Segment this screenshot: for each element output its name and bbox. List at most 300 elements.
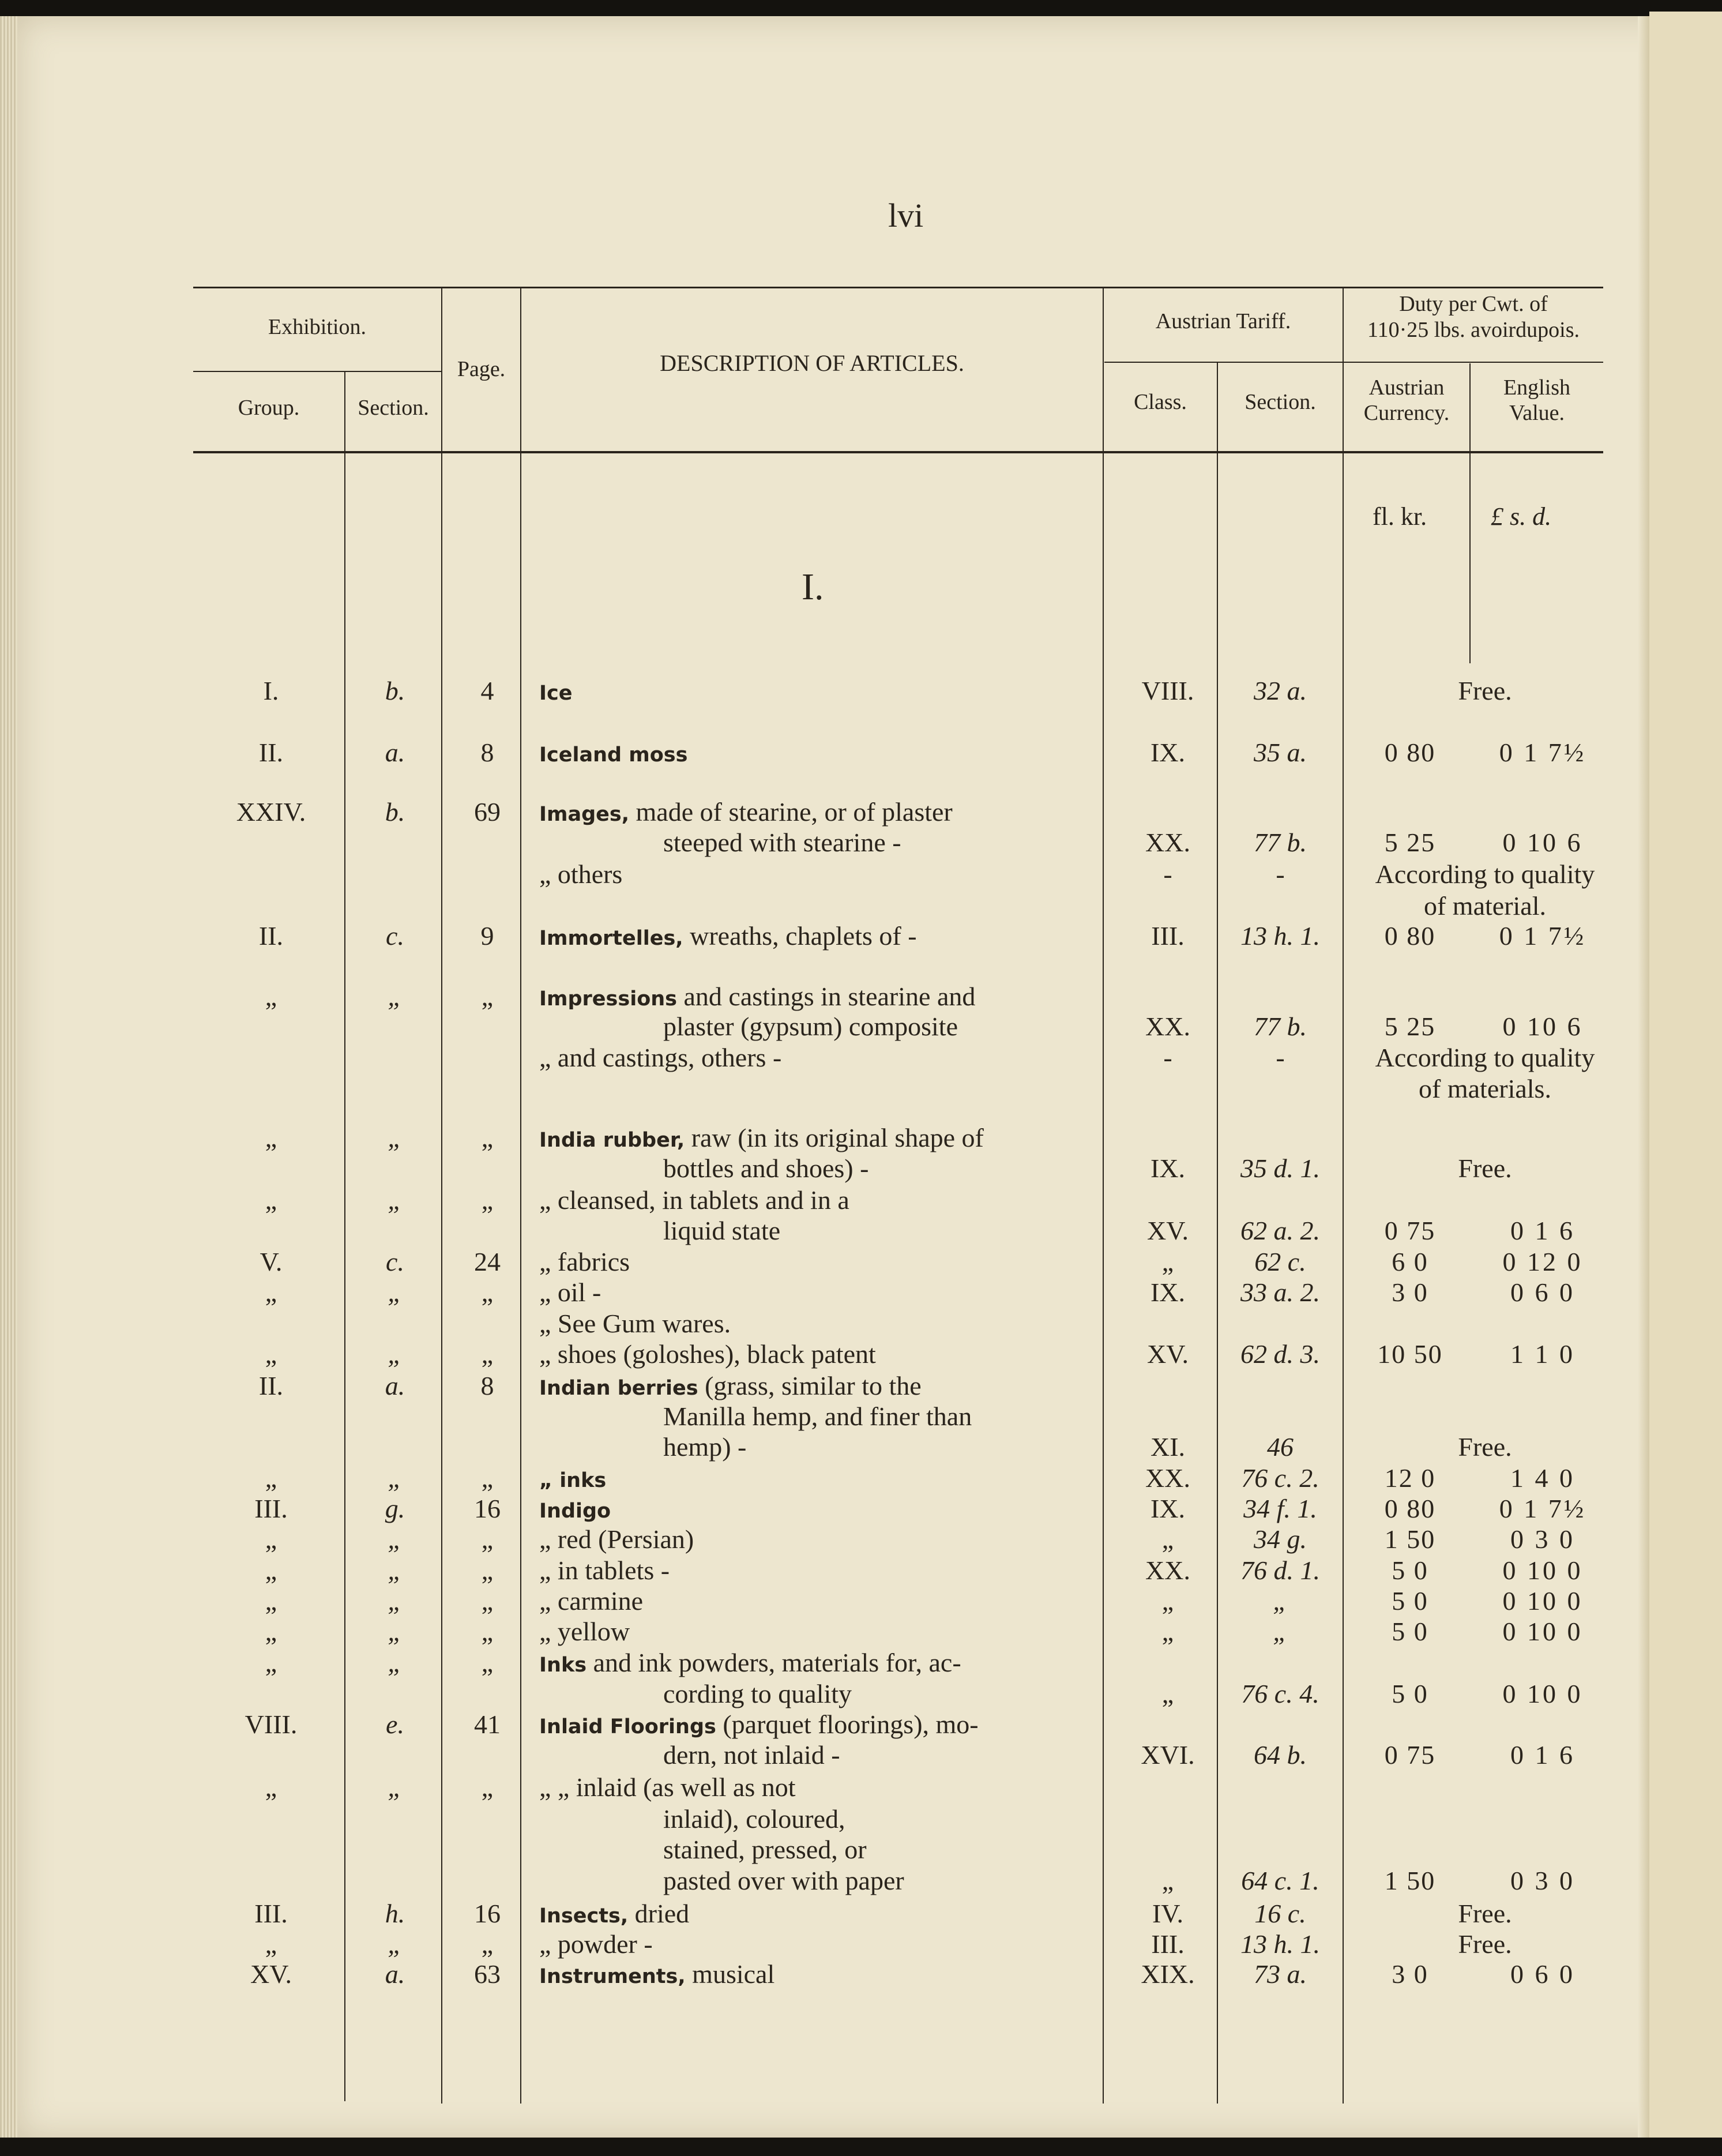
article-text: stained, pressed, or: [663, 1835, 867, 1864]
cell-austrian-currency: 0 75: [1384, 1740, 1436, 1770]
table-row: [0, 1462, 1722, 1494]
header-austrian-currency-2: Currency.: [1363, 401, 1450, 425]
cell-tariff-section: 35 a.: [1254, 738, 1307, 767]
article-text: „ red (Persian): [539, 1524, 694, 1554]
cell-class: IX.: [1150, 1278, 1186, 1307]
table-row: [0, 1400, 1722, 1433]
cell-english-value: 0 3 0: [1510, 1524, 1575, 1554]
cell-austrian-currency: 6 0: [1392, 1247, 1428, 1276]
cell-page: 41: [474, 1710, 501, 1739]
article-text: and ink powders, materials for, ac-: [586, 1648, 961, 1677]
table-row: [0, 827, 1722, 859]
cell-section: „: [388, 1278, 403, 1307]
scan-bottom-border: [0, 2138, 1722, 2156]
cell-austrian-currency: 0 75: [1384, 1216, 1436, 1245]
unit-english: £ s. d.: [1491, 502, 1552, 531]
article-text: and castings in stearine and: [677, 982, 976, 1011]
cell-tariff-section: 73 a.: [1254, 1959, 1307, 1989]
cell-duty-note: According to quality: [1375, 859, 1595, 889]
cell-page: 16: [474, 1494, 501, 1523]
cell-section: b.: [385, 676, 405, 705]
table-row: [0, 1834, 1722, 1866]
article-text: steeped with stearine -: [663, 828, 901, 857]
cell-class: XX.: [1145, 828, 1190, 857]
cell-austrian-currency: 3 0: [1392, 1278, 1428, 1307]
cell-english-value: 0 1 6: [1510, 1216, 1575, 1245]
cell-group: XXIV.: [236, 797, 306, 827]
article-term: Inks: [539, 1654, 587, 1677]
cell-class: IX.: [1150, 1494, 1186, 1523]
cell-section: „: [388, 1123, 403, 1152]
article-term: Indigo: [539, 1500, 611, 1523]
cell-description: [539, 1523, 694, 1556]
article-text: „ and castings, others -: [539, 1043, 782, 1072]
cell-tariff-section: 62 a. 2.: [1240, 1216, 1320, 1245]
cell-tariff-section: 77 b.: [1254, 828, 1307, 857]
cell-description: [539, 1338, 876, 1370]
cell-class: XVI.: [1141, 1740, 1195, 1770]
cell-page: 8: [480, 738, 494, 767]
cell-group: II.: [258, 738, 284, 767]
cell-page: „: [481, 1339, 494, 1369]
table-row: [0, 920, 1722, 952]
table-row: [0, 1616, 1722, 1648]
cell-class: XIX.: [1141, 1959, 1195, 1989]
page-number: lvi: [888, 197, 924, 234]
table-row: [0, 796, 1722, 828]
cell-description: [539, 920, 917, 955]
cell-description: [539, 1647, 961, 1681]
article-term: Instruments,: [539, 1965, 686, 1988]
table-row: [0, 1865, 1722, 1897]
cell-english-value: 0 1 7½: [1499, 1494, 1586, 1523]
cell-english-value: 0 10 0: [1502, 1617, 1583, 1646]
article-term: Indian berries: [539, 1377, 698, 1400]
unit-austrian: fl. kr.: [1373, 502, 1427, 531]
cell-section: „: [388, 1586, 403, 1616]
cell-duty-note: Free.: [1458, 1899, 1512, 1928]
cell-page: „: [481, 1648, 494, 1677]
article-term: „ inks: [539, 1469, 607, 1492]
cell-section: a.: [385, 1371, 405, 1400]
table-row: [0, 675, 1722, 707]
cell-duty-note: of materials.: [1419, 1074, 1551, 1103]
header-austrian-tariff: Austrian Tariff.: [1155, 309, 1291, 333]
table-row: [0, 1073, 1722, 1105]
table-row: [0, 1554, 1722, 1587]
article-term: India rubber,: [539, 1129, 685, 1152]
cell-group: II.: [258, 921, 284, 951]
cell-description: [539, 981, 975, 1015]
cell-section: „: [388, 1772, 403, 1802]
article-text: musical: [685, 1959, 775, 1989]
section-heading: I.: [802, 566, 824, 608]
cell-group: „: [265, 1339, 277, 1369]
cell-description: [663, 1678, 852, 1710]
table-row: [0, 1771, 1722, 1804]
article-text: „ „ inlaid (as well as not: [539, 1772, 796, 1802]
header-description: DESCRIPTION OF ARTICLES.: [660, 350, 964, 376]
cell-austrian-currency: 0 80: [1384, 738, 1436, 767]
cell-tariff-section: 13 h. 1.: [1240, 1929, 1320, 1959]
cell-description: [539, 796, 953, 831]
cell-class: XI.: [1150, 1432, 1186, 1462]
article-text: dried: [628, 1899, 690, 1928]
table-row: [0, 737, 1722, 769]
cell-english-value: 1 1 0: [1510, 1339, 1575, 1369]
article-text: (parquet floorings), mo-: [716, 1710, 979, 1739]
article-term: Immortelles,: [539, 927, 683, 950]
cell-description: [539, 858, 622, 891]
cell-description: [539, 1246, 630, 1278]
header-top-rule: [193, 287, 1603, 288]
table-row: [0, 1184, 1722, 1216]
cell-class: IX.: [1150, 1154, 1186, 1183]
cell-tariff-section: „: [1273, 1617, 1288, 1646]
table-row: [0, 981, 1722, 1013]
table-row: [0, 1431, 1722, 1463]
table-row: [0, 1493, 1722, 1525]
cell-tariff-section: 13 h. 1.: [1240, 921, 1320, 951]
cell-description: [663, 827, 901, 859]
cell-group: „: [265, 1185, 277, 1215]
cell-austrian-currency: 0 80: [1384, 921, 1436, 951]
cell-english-value: 0 10 6: [1502, 1012, 1583, 1041]
article-text: plaster (gypsum) composite: [663, 1012, 958, 1041]
table-row: [0, 1011, 1722, 1043]
cell-page: 8: [480, 1371, 494, 1400]
cell-duty-note: According to quality: [1375, 1043, 1595, 1072]
table-row: [0, 1246, 1722, 1278]
article-text: „ oil -: [539, 1278, 601, 1307]
article-text: dern, not inlaid -: [663, 1740, 840, 1770]
cell-class: XV.: [1146, 1339, 1189, 1369]
cell-page: 63: [474, 1959, 501, 1989]
cell-tariff-section: 33 a. 2.: [1240, 1278, 1320, 1307]
cell-page: „: [481, 1586, 494, 1616]
header-duty-1: Duty per Cwt. of: [1399, 292, 1548, 316]
cell-english-value: 1 4 0: [1510, 1463, 1575, 1493]
cell-description: [663, 1152, 868, 1185]
cell-class: „: [1161, 1617, 1174, 1646]
cell-page: „: [481, 1556, 494, 1585]
cell-section: h.: [385, 1899, 405, 1928]
cell-section: „: [388, 1556, 403, 1585]
cell-page: 4: [480, 676, 494, 705]
cell-class: III.: [1151, 921, 1185, 951]
cell-section: „: [388, 1929, 403, 1959]
cell-description: [539, 1958, 774, 1993]
cell-austrian-currency: 5 0: [1392, 1679, 1428, 1708]
cell-group: „: [265, 1524, 277, 1554]
cell-group: I.: [263, 676, 279, 705]
cell-english-value: 0 1 6: [1510, 1740, 1575, 1770]
cell-english-value: 0 10 0: [1502, 1556, 1583, 1585]
article-text: Manilla hemp, and finer than: [663, 1402, 972, 1431]
cell-class: IV.: [1152, 1899, 1184, 1928]
table-row: [0, 1523, 1722, 1556]
article-text: „ See Gum wares.: [539, 1309, 731, 1338]
cell-class: „: [1161, 1586, 1174, 1616]
cell-section: g.: [385, 1494, 405, 1523]
cell-english-value: 0 6 0: [1510, 1278, 1575, 1307]
cell-tariff-section: 34 g.: [1254, 1524, 1307, 1554]
cell-english-value: 0 10 0: [1502, 1586, 1583, 1616]
cell-page: „: [481, 1772, 494, 1802]
article-term: Inlaid Floorings: [539, 1715, 716, 1738]
header-duty-2: 110·25 lbs. avoirdupois.: [1367, 318, 1580, 342]
table-row: [0, 1215, 1722, 1247]
cell-description: [539, 1370, 922, 1404]
article-term: Ice: [539, 682, 573, 705]
cell-page: „: [481, 1278, 494, 1307]
tariff-subrule: [1104, 362, 1603, 363]
article-text: inlaid), coloured,: [663, 1804, 845, 1834]
table-row: [0, 1803, 1722, 1835]
cell-description: [539, 1493, 611, 1527]
cell-class: XX.: [1145, 1463, 1190, 1493]
table-row: [0, 1708, 1722, 1741]
cell-austrian-currency: 5 0: [1392, 1617, 1428, 1646]
cell-section: c.: [386, 1247, 404, 1276]
article-text: bottles and shoes) -: [663, 1154, 869, 1183]
article-text: cording to quality: [663, 1679, 852, 1708]
cell-austrian-currency: 3 0: [1392, 1959, 1428, 1989]
cell-section: „: [388, 1185, 403, 1215]
cell-austrian-currency: 1 50: [1384, 1866, 1436, 1895]
cell-page: 69: [474, 797, 501, 827]
header-class: Class.: [1134, 390, 1187, 414]
cell-group: III.: [254, 1899, 288, 1928]
cell-group: III.: [254, 1494, 288, 1523]
cell-description: [539, 1585, 643, 1617]
cell-class: -: [1163, 1043, 1172, 1072]
article-text: „ shoes (goloshes), black patent: [539, 1339, 876, 1369]
cell-duty-note: Free.: [1458, 1154, 1512, 1183]
table-row: [0, 1739, 1722, 1771]
header-austrian-currency-1: Austrian: [1368, 375, 1445, 400]
cell-section: „: [388, 1617, 403, 1646]
cell-description: [539, 1928, 653, 1960]
table-row: [0, 1276, 1722, 1309]
table-row: [0, 1958, 1722, 1990]
article-text: raw (in its original shape of: [685, 1123, 984, 1152]
cell-page: „: [481, 1617, 494, 1646]
article-text: made of stearine, or of plaster: [629, 797, 953, 827]
cell-section: c.: [386, 921, 404, 951]
cell-austrian-currency: 5 25: [1384, 1012, 1436, 1041]
cell-page: 24: [474, 1247, 501, 1276]
article-term: Impressions: [539, 987, 678, 1011]
cell-group: „: [265, 1617, 277, 1646]
cell-group: XV.: [250, 1959, 292, 1989]
cell-section: „: [388, 1648, 403, 1677]
cell-group: „: [265, 1123, 277, 1152]
cell-description: [539, 1708, 979, 1743]
cell-description: [539, 1308, 731, 1340]
cell-group: „: [265, 1772, 277, 1802]
article-text: liquid state: [663, 1216, 781, 1245]
cell-description: [539, 737, 687, 771]
cell-class: „: [1161, 1524, 1174, 1554]
cell-duty-note: Free.: [1458, 676, 1512, 705]
cell-tariff-section: 76 d. 1.: [1240, 1556, 1320, 1585]
cell-section: b.: [385, 797, 405, 827]
cell-tariff-section: 35 d. 1.: [1240, 1154, 1320, 1183]
cell-description: [539, 1042, 781, 1074]
header-group: Group.: [238, 396, 300, 420]
cell-description: [539, 1122, 984, 1156]
header-english-value-1: English: [1503, 375, 1571, 400]
table-row: [0, 1678, 1722, 1710]
cell-tariff-section: 62 c.: [1254, 1247, 1306, 1276]
table-row: [0, 858, 1722, 891]
cell-duty-note: Free.: [1458, 1432, 1512, 1462]
cell-class: „: [1161, 1679, 1174, 1708]
exhibition-subrule: [193, 371, 441, 372]
cell-tariff-section: 62 d. 3.: [1240, 1339, 1320, 1369]
cell-class: XV.: [1146, 1216, 1189, 1245]
cell-page: „: [481, 1463, 494, 1493]
article-text: „ others: [539, 859, 623, 889]
article-text: „ yellow: [539, 1617, 630, 1646]
cell-description: [539, 1554, 670, 1587]
cell-description: [663, 1215, 780, 1247]
cell-class: III.: [1151, 1929, 1185, 1959]
cell-tariff-section: 46: [1267, 1432, 1294, 1462]
cell-english-value: 0 10 6: [1502, 828, 1583, 857]
cell-group: „: [265, 1929, 277, 1959]
cell-tariff-section: 64 b.: [1254, 1740, 1307, 1770]
cell-english-value: 0 3 0: [1510, 1866, 1575, 1895]
table-row: [0, 1042, 1722, 1074]
cell-austrian-currency: 0 80: [1384, 1494, 1436, 1523]
cell-page: „: [481, 1185, 494, 1215]
cell-tariff-section: 76 c. 2.: [1241, 1463, 1319, 1493]
cell-duty-note: Free.: [1458, 1929, 1512, 1959]
cell-tariff-section: „: [1273, 1586, 1288, 1616]
cell-group: „: [265, 1586, 277, 1616]
cell-description: [663, 1803, 845, 1835]
header-english-value-2: Value.: [1509, 401, 1565, 425]
cell-section: „: [388, 1463, 403, 1493]
article-text: „ fabrics: [539, 1247, 630, 1276]
article-term: Insects,: [539, 1905, 629, 1928]
article-text: „ in tablets -: [539, 1556, 670, 1585]
cell-english-value: 0 10 0: [1502, 1679, 1583, 1708]
scan-top-border: [0, 0, 1722, 17]
cell-description: [663, 1011, 958, 1043]
cell-austrian-currency: 1 50: [1384, 1524, 1436, 1554]
cell-group: VIII.: [245, 1710, 298, 1739]
cell-page: „: [481, 1929, 494, 1959]
cell-section: „: [388, 1524, 403, 1554]
cell-tariff-section: 77 b.: [1254, 1012, 1307, 1041]
cell-description: [539, 1771, 796, 1804]
cell-group: „: [265, 1556, 277, 1585]
cell-english-value: 0 12 0: [1502, 1247, 1583, 1276]
table-row: [0, 1308, 1722, 1340]
cell-austrian-currency: 5 0: [1392, 1556, 1428, 1585]
header-exhibition: Exhibition.: [268, 315, 366, 339]
cell-group: „: [265, 1648, 277, 1677]
article-text: (grass, similar to the: [698, 1371, 922, 1400]
cell-class: VIII.: [1141, 676, 1194, 705]
cell-english-value: 0 6 0: [1510, 1959, 1575, 1989]
cell-english-value: 0 1 7½: [1499, 921, 1586, 951]
table-row: [0, 1585, 1722, 1617]
cell-page: 9: [480, 921, 494, 951]
cell-group: „: [265, 1463, 277, 1493]
cell-tariff-section: -: [1276, 1043, 1285, 1072]
article-term: Images,: [539, 803, 630, 826]
cell-page: „: [481, 1123, 494, 1152]
cell-page: „: [481, 982, 494, 1011]
cell-class: XX.: [1145, 1556, 1190, 1585]
cell-description: [539, 1898, 689, 1932]
cell-description: [539, 1462, 606, 1497]
cell-tariff-section: -: [1276, 859, 1285, 889]
article-term: Iceland moss: [539, 743, 688, 767]
header-bottom-rule: [193, 451, 1603, 453]
cell-english-value: 0 1 7½: [1499, 738, 1586, 767]
cell-tariff-section: 76 c. 4.: [1241, 1679, 1319, 1708]
cell-tariff-section: 64 c. 1.: [1241, 1866, 1319, 1895]
article-text: „ powder -: [539, 1929, 653, 1959]
article-text: hemp) -: [663, 1432, 747, 1462]
table-row: [0, 1370, 1722, 1402]
cell-description: [663, 1834, 867, 1866]
cell-description: [539, 1616, 630, 1648]
cell-tariff-section: 32 a.: [1254, 676, 1307, 705]
cell-austrian-currency: 5 25: [1384, 828, 1436, 857]
header-page: Page.: [457, 357, 506, 381]
article-text: wreaths, chaplets of -: [683, 921, 917, 951]
table-row: [0, 1647, 1722, 1679]
article-text: „ cleansed, in tablets and in a: [539, 1185, 849, 1215]
cell-group: V.: [260, 1247, 283, 1276]
cell-austrian-currency: 12 0: [1384, 1463, 1436, 1493]
cell-austrian-currency: 10 50: [1377, 1339, 1443, 1369]
cell-description: [539, 1276, 601, 1309]
cell-section: „: [388, 1339, 403, 1369]
cell-section: a.: [385, 1959, 405, 1989]
table-row: [0, 1152, 1722, 1185]
cell-class: „: [1161, 1866, 1174, 1895]
table-row: [0, 1338, 1722, 1370]
cell-description: [663, 1739, 840, 1771]
cell-group: „: [265, 1278, 277, 1307]
cell-class: IX.: [1150, 738, 1186, 767]
cell-description: [539, 675, 573, 709]
table-row: [0, 890, 1722, 922]
cell-description: [663, 1400, 972, 1433]
cell-tariff-section: 34 f. 1.: [1243, 1494, 1317, 1523]
cell-section: a.: [385, 738, 405, 767]
header-tariff-section: Section.: [1244, 390, 1316, 414]
table-row: [0, 1122, 1722, 1154]
cell-tariff-section: 16 c.: [1254, 1899, 1306, 1928]
cell-page: 16: [474, 1899, 501, 1928]
cell-description: [663, 1431, 746, 1463]
cell-description: [539, 1184, 849, 1216]
article-text: „ carmine: [539, 1586, 644, 1616]
cell-group: II.: [258, 1371, 284, 1400]
cell-austrian-currency: 5 0: [1392, 1586, 1428, 1616]
table-row: [0, 1928, 1722, 1960]
header-section: Section.: [358, 396, 429, 420]
cell-group: „: [265, 982, 277, 1011]
